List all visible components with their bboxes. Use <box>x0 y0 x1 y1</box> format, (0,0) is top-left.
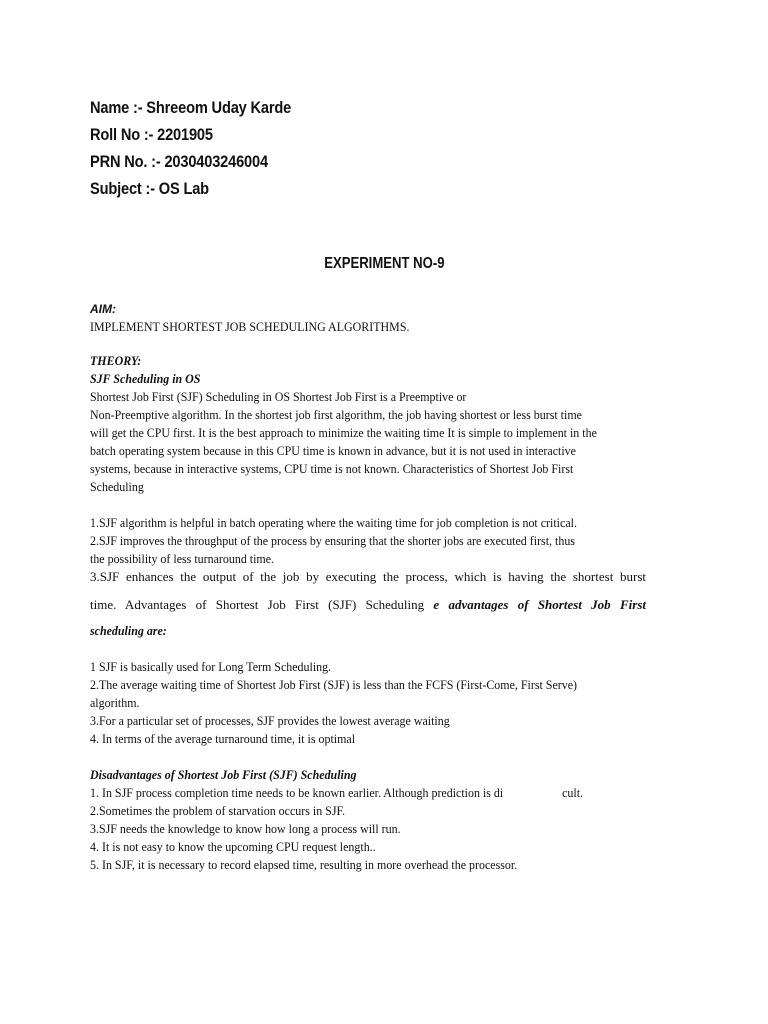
experiment-title: EXPERIMENT NO-9 <box>323 255 445 272</box>
theory-line: Shortest Job First (SJF) Scheduling in OS Shortest Job First is a Preemptive or <box>90 389 467 404</box>
list-item: 2.Sometimes the problem of starvation occurs in SJF. <box>90 803 346 818</box>
theory-line: will get the CPU first. It is the best approach to minimize the waiting time It is simple to implement in the <box>90 425 597 440</box>
continuation-text: time. Advantages of Shortest Job First (SJF) Scheduling <box>90 597 425 612</box>
continuation-bold: e advantages of Shortest Job First <box>433 597 646 612</box>
list-item: the possibility of less turnaround time. <box>90 551 275 566</box>
theory-line: batch operating system because in this CPU time is known in advance, but it is not used in interactive <box>90 443 576 458</box>
disadvantages-heading: Disadvantages of Shortest Job First (SJF) Scheduling <box>90 767 357 782</box>
roll-number: Roll No :- 2201905 <box>90 125 213 144</box>
theory-line: systems, because in interactive systems, CPU time is not known. Characteristics of Shortest Job First <box>90 461 574 476</box>
theory-label: THEORY: <box>90 353 142 368</box>
list-item: 3.SJF needs the knowledge to know how long a process will run. <box>90 821 401 836</box>
list-item-part: 1. In SJF process completion time needs to be known earlier. Although prediction is di <box>90 785 504 800</box>
experiment-title-row <box>0 255 768 273</box>
list-item: algorithm. <box>90 695 140 710</box>
list-item: 2.The average waiting time of Shortest Job First (SJF) is less than the FCFS (First-Come, First Serve) <box>90 677 578 692</box>
theory-subheading: SJF Scheduling in OS <box>90 371 201 386</box>
list-item-continuation <box>90 596 646 614</box>
subject: Subject :- OS Lab <box>90 179 209 198</box>
list-item: 4. In terms of the average turnaround time, it is optimal <box>90 731 356 746</box>
list-item: 1 SJF is basically used for Long Term Scheduling. <box>90 659 332 674</box>
aim-label: AIM: <box>90 302 116 316</box>
theory-line: Scheduling <box>90 479 144 494</box>
theory-line: Non-Preemptive algorithm. In the shortest job first algorithm, the job having shortest or less burst time <box>90 407 582 422</box>
student-details <box>90 94 690 202</box>
list-item: 5. In SJF, it is necessary to record elapsed time, resulting in more overhead the processor. <box>90 857 518 872</box>
characteristics-list <box>90 514 690 640</box>
list-item <box>90 784 642 802</box>
student-name: Name :- Shreeom Uday Karde <box>90 98 292 117</box>
prn-number: PRN No. :- 2030403246004 <box>90 152 268 171</box>
list-item-part: cult. <box>562 785 584 800</box>
list-item: 2.SJF improves the throughput of the process by ensuring that the shorter jobs are executed first, thus <box>90 533 575 548</box>
advantages-intro: scheduling are: <box>90 623 167 638</box>
advantages-list <box>90 658 690 748</box>
theory-paragraph <box>90 388 690 496</box>
disadvantages-list <box>90 784 690 874</box>
list-item: 3.SJF enhances the output of the job by executing the process, which is having the shortest burst <box>90 569 646 584</box>
list-item: 4. It is not easy to know the upcoming CPU request length.. <box>90 839 376 854</box>
document-body <box>90 300 690 874</box>
aim-text: IMPLEMENT SHORTEST JOB SCHEDULING ALGORITHMS. <box>90 319 410 334</box>
list-item: 1.SJF algorithm is helpful in batch operating where the waiting time for job completion is not critical. <box>90 515 577 530</box>
list-item: 3.For a particular set of processes, SJF provides the lowest average waiting <box>90 713 450 728</box>
